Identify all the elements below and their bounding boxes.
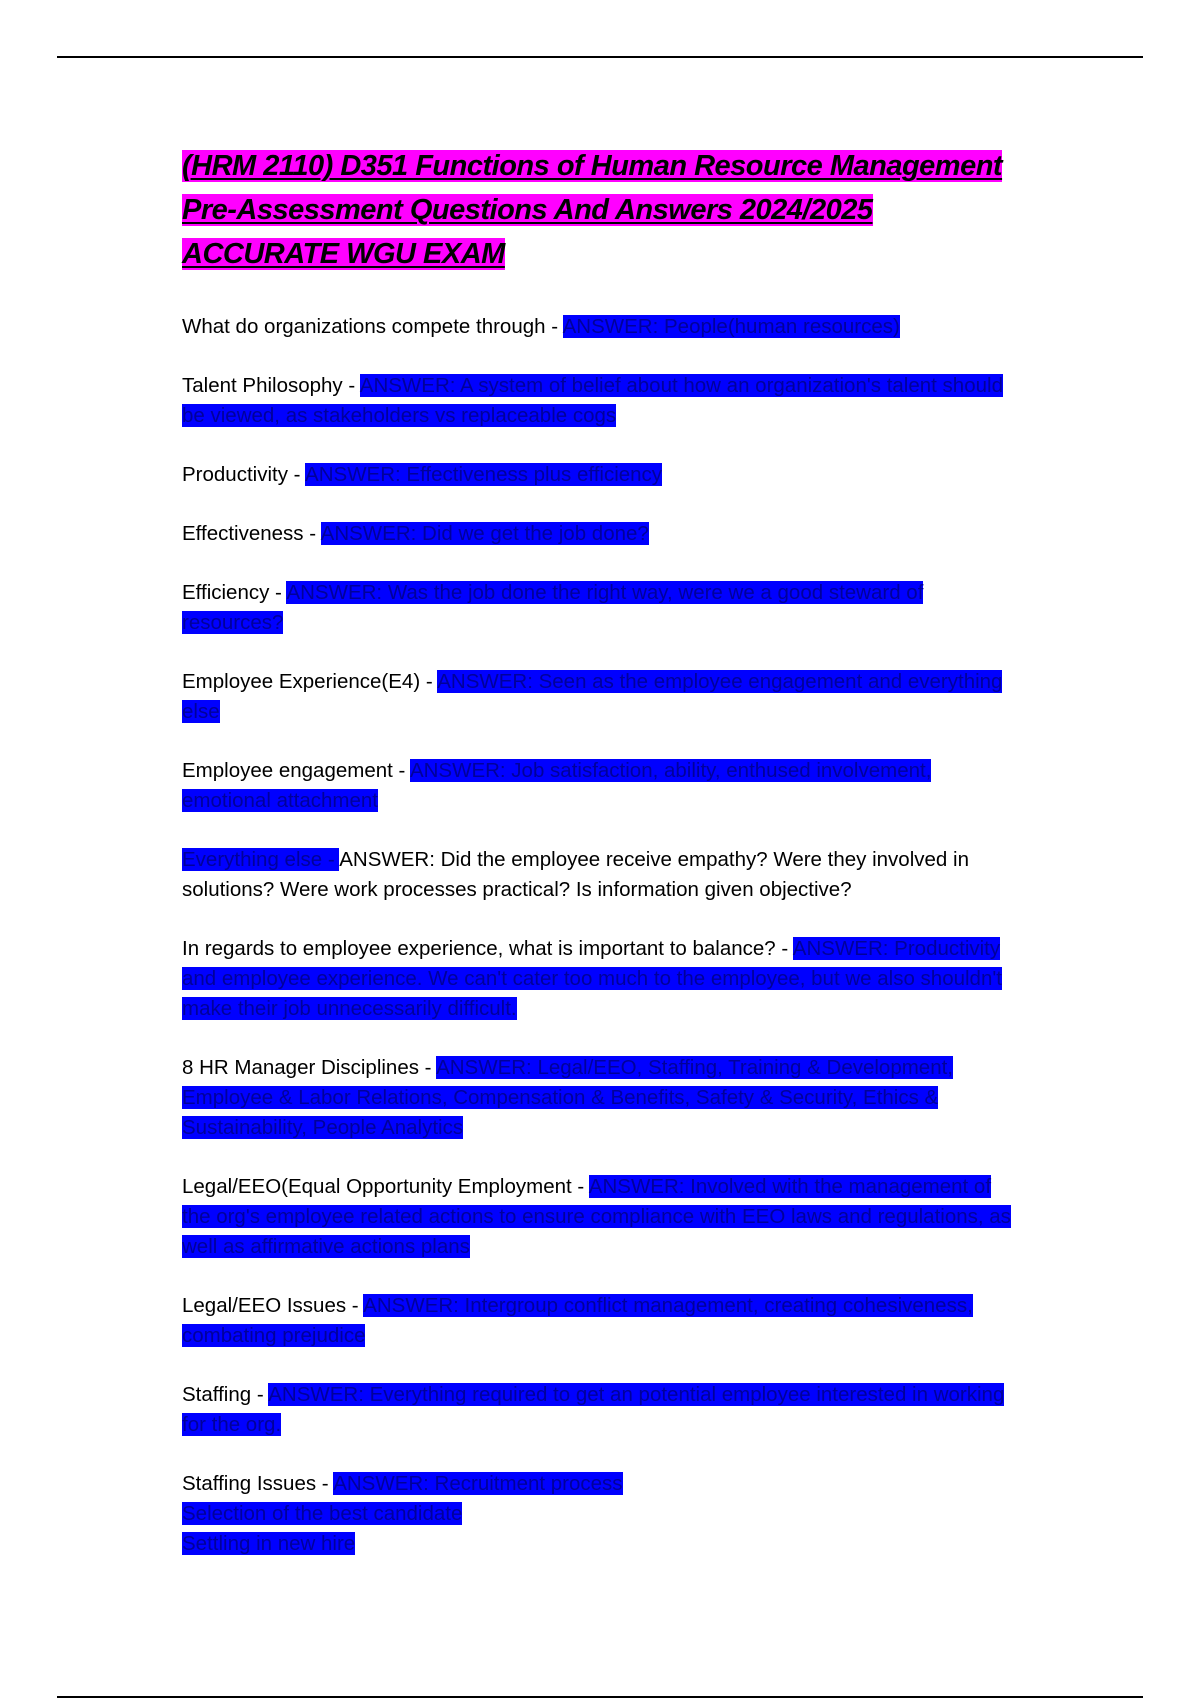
- qa-answer: ANSWER: Involved with the management of the org's employee related actions to ensure compliance with EEO laws and regulations, as well as affirmative actions plans: [182, 1175, 1011, 1258]
- qa-term: Staffing -: [182, 1383, 269, 1406]
- document-title: [182, 144, 1020, 276]
- qa-term: 8 HR Manager Disciplines -: [182, 1056, 437, 1079]
- qa-answer: ANSWER: People(human resources): [562, 315, 900, 338]
- qa-item: [182, 934, 1020, 1024]
- qa-answer: ANSWER: Job satisfaction, ability, enthused involvement, emotional attachment: [182, 759, 932, 812]
- qa-item-everything-else: [182, 845, 1020, 905]
- header-rule: [57, 56, 1143, 58]
- qa-item: [182, 312, 1020, 342]
- qa-term: Staffing Issues -: [182, 1472, 334, 1495]
- qa-term: Everything else -: [182, 848, 340, 871]
- qa-answer: ANSWER: Recruitment process Selection of the best candidate Settling in new hire: [182, 1472, 623, 1555]
- qa-item: [182, 1291, 1020, 1351]
- qa-answer: ANSWER: Everything required to get an potential employee interested in working for the org.: [182, 1383, 1005, 1436]
- qa-list: [182, 312, 1020, 816]
- qa-answer: ANSWER: Did the employee receive empathy? Were they involved in solutions? Were work processes practical? Is information given objective?: [182, 848, 969, 901]
- qa-item-staffing-issues: [182, 1469, 1020, 1559]
- qa-term: Productivity -: [182, 463, 306, 486]
- footer-rule: [57, 1696, 1143, 1698]
- qa-item: [182, 371, 1020, 431]
- qa-answer: ANSWER: Intergroup conflict management, creating cohesiveness, combating prejudice: [182, 1294, 973, 1347]
- qa-term: Employee Experience(E4) -: [182, 670, 438, 693]
- qa-item: [182, 460, 1020, 490]
- qa-item: [182, 519, 1020, 549]
- qa-item: [182, 578, 1020, 638]
- qa-term: What do organizations compete through -: [182, 315, 563, 338]
- qa-term: Talent Philosophy -: [182, 374, 360, 397]
- qa-list: [182, 934, 1020, 1440]
- qa-term: In regards to employee experience, what is important to balance? -: [182, 937, 793, 960]
- qa-answer: ANSWER: Was the job done the right way, were we a good steward of resources?: [182, 581, 924, 634]
- qa-term: Effectiveness -: [182, 522, 321, 545]
- qa-answer: ANSWER: Legal/EEO, Staffing, Training & Development, Employee & Labor Relations, Compensation & Benefits, Safety & Security, Ethics & Sustainability, People Analytics: [182, 1056, 954, 1139]
- qa-item: [182, 1172, 1020, 1262]
- qa-answer: ANSWER: Seen as the employee engagement and everything else: [182, 670, 1003, 723]
- qa-answer: ANSWER: Did we get the job done?: [320, 522, 649, 545]
- qa-answer: ANSWER: A system of belief about how an organization's talent should be viewed, as stakeholders vs replaceable cogs: [182, 374, 1003, 427]
- document-body: [182, 144, 1020, 1588]
- document-title-text: (HRM 2110) D351 Functions of Human Resource Management Pre-Assessment Questions And Answers 2024/2025 ACCURATE WGU EXAM: [182, 150, 1003, 270]
- qa-item: [182, 756, 1020, 816]
- qa-term: Employee engagement -: [182, 759, 410, 782]
- qa-term: Efficiency -: [182, 581, 287, 604]
- qa-answer: ANSWER: Productivity and employee experience. We can't cater too much to the employee, but we also shouldn't make their job unnecessarily difficult.: [182, 937, 1002, 1020]
- qa-item: [182, 667, 1020, 727]
- qa-item: [182, 1053, 1020, 1143]
- qa-term: Legal/EEO(Equal Opportunity Employment -: [182, 1175, 589, 1198]
- qa-answer: ANSWER: Effectiveness plus efficiency: [305, 463, 663, 486]
- qa-item: [182, 1380, 1020, 1440]
- qa-term: Legal/EEO Issues -: [182, 1294, 364, 1317]
